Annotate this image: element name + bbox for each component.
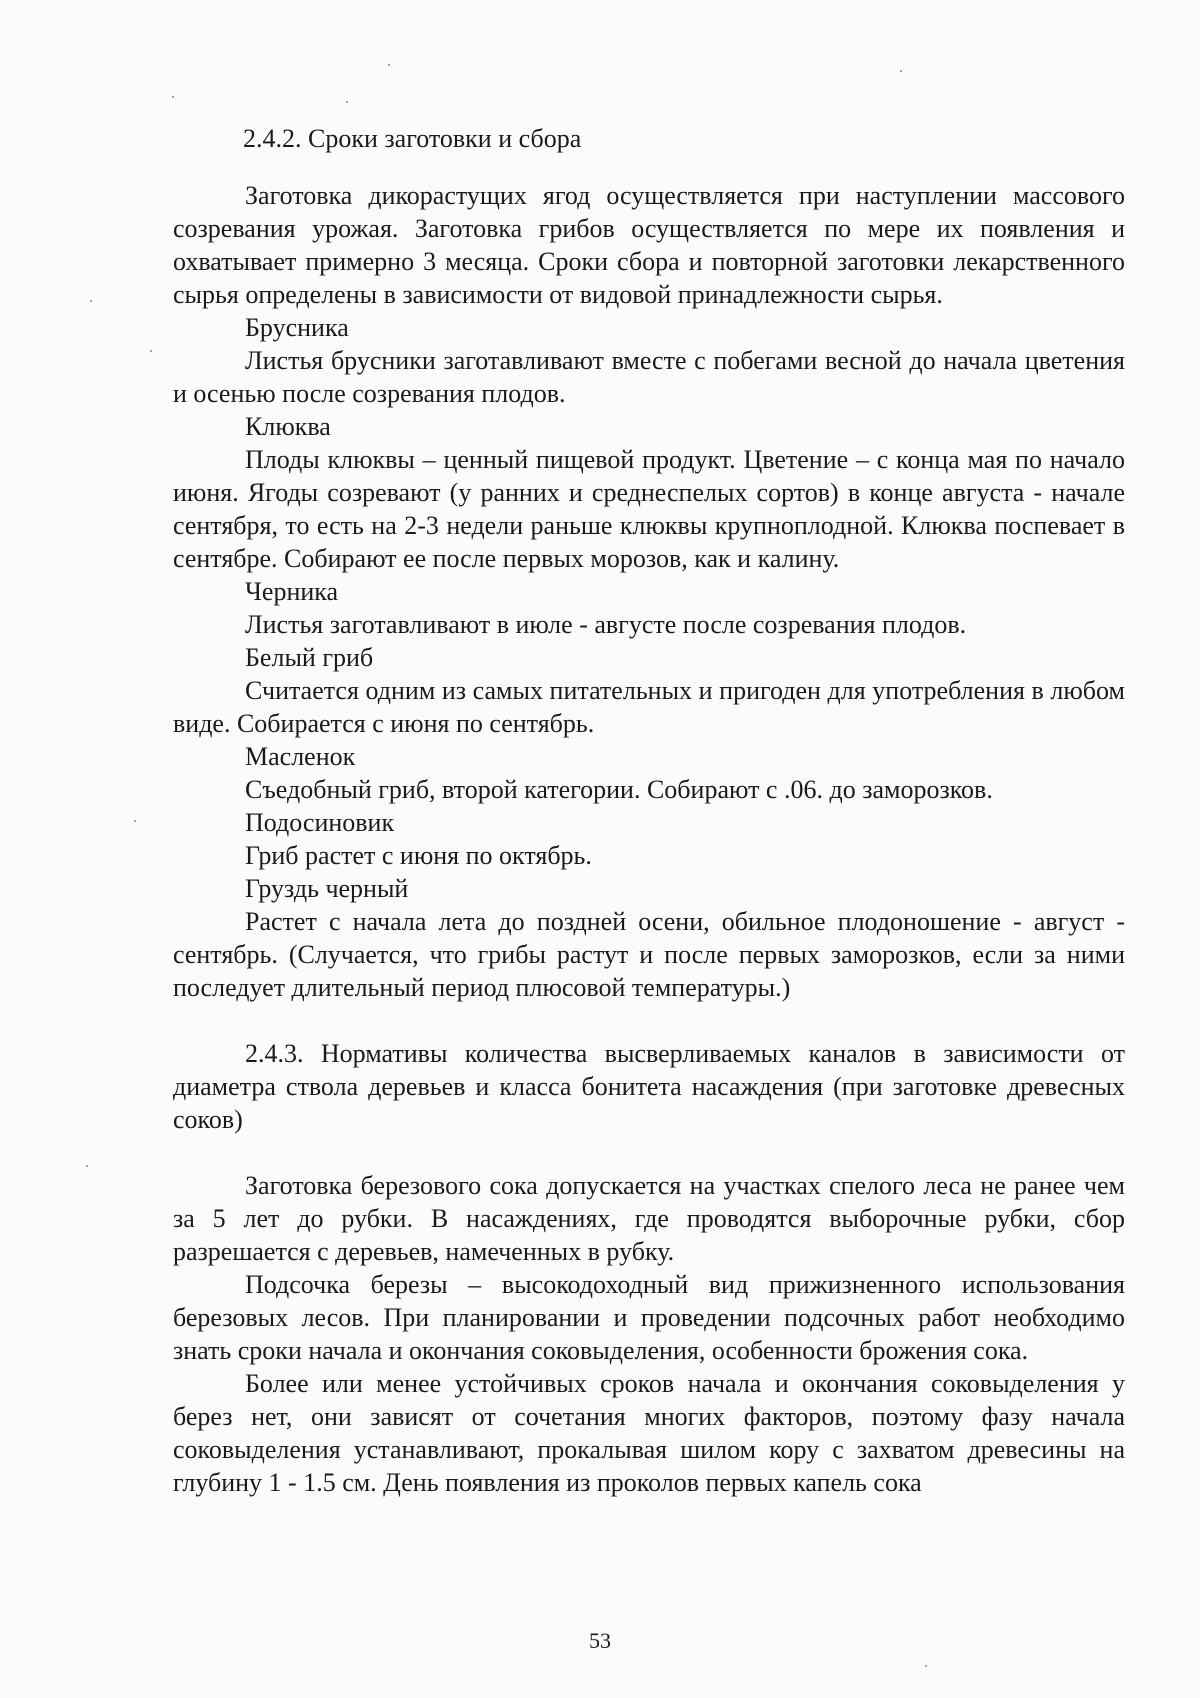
scan-speck	[90, 300, 92, 302]
item-text-podosinovik: Гриб растет с июня по октябрь.	[245, 841, 592, 870]
item-text-klyukva: Плоды клюквы – ценный пищевой продукт. Цветение – с конца мая по начало июня. Ягоды созревают (у ранних и среднеспелых сортов) в конце августа - начале сентября, то есть на 2-3 недели раньше клюквы крупноплодной. Клюква поспевает в сентябре. Собирают ее после первых морозов, как и калину.	[173, 445, 1125, 573]
scan-speck	[86, 1165, 88, 1167]
section-heading-2-4-2: 2.4.2. Сроки заготовки и сбора	[243, 124, 582, 153]
paragraph-birch-tapping: Подсочка березы – высокодоходный вид прижизненного использования березовых лесов. При планировании и проведении подсочных работ необходимо знать сроки начала и окончания соковыделения, особенности брожения сока.	[173, 1270, 1125, 1365]
item-name-podosinovik: Подосиновик	[245, 808, 395, 837]
item-name-maslenok: Масленок	[245, 742, 356, 771]
item-name-gruzd-chernyi: Груздь черный	[245, 874, 409, 903]
item-text-brusnika: Листья брусники заготавливают вместе с побегами весной до начала цветения и осенью после созревания плодов.	[173, 346, 1125, 408]
scan-speck	[172, 96, 174, 98]
item-text-maslenok: Съедобный гриб, второй категории. Собирают с .06. до заморозков.	[245, 775, 993, 804]
document-body	[173, 122, 1125, 1499]
scan-speck	[388, 64, 390, 66]
paragraph-birch-sap-harvest: Заготовка березового сока допускается на участках спелого леса не ранее чем за 5 лет до рубки. В насаждениях, где проводятся выборочные рубки, сбор разрешается с деревьев, намеченных в рубку.	[173, 1171, 1125, 1266]
intro-paragraph: Заготовка дикорастущих ягод осуществляется при наступлении массового созревания урожая. Заготовка грибов осуществляется по мере их появления и охватывает примерно 3 месяца. Сроки сбора и повторной заготовки лекарственного сырья определены в зависимости от видовой принадлежности сырья.	[173, 181, 1125, 309]
scan-speck	[900, 70, 902, 72]
item-text-belyi-grib: Считается одним из самых питательных и пригоден для употребления в любом виде. Собирается с июня по сентябрь.	[173, 676, 1125, 738]
scan-speck	[134, 820, 136, 822]
spacer	[173, 155, 1125, 179]
item-name-chernika: Черника	[245, 577, 339, 606]
spacer	[173, 1136, 1125, 1169]
section-heading-2-4-3: 2.4.3. Нормативы количества высверливаемых каналов в зависимости от диаметра ствола деревьев и класса бонитета насаждения (при заготовке древесных соков)	[173, 1039, 1125, 1134]
page-number: 53	[589, 1628, 611, 1653]
item-name-brusnika: Брусника	[245, 313, 349, 342]
item-name-klyukva: Клюква	[245, 412, 331, 441]
paragraph-sap-flow-timing: Более или менее устойчивых сроков начала и окончания соковыделения у берез нет, они зависят от сочетания многих факторов, поэтому фазу начала соковыделения устанавливают, прокалывая шилом кору с захватом древесины на глубину 1 - 1.5 см. День появления из проколов первых капель сока	[173, 1369, 1125, 1497]
scan-speck	[150, 350, 152, 352]
spacer	[173, 1004, 1125, 1037]
item-name-belyi-grib: Белый гриб	[245, 643, 374, 672]
scan-speck	[346, 101, 348, 103]
scan-speck	[925, 1665, 927, 1667]
item-text-chernika: Листья заготавливают в июле - августе после созревания плодов.	[245, 610, 967, 639]
item-text-gruzd-chernyi: Растет с начала лета до поздней осени, обильное плодоношение - август - сентябрь. (Случается, что грибы растут и после первых заморозков, если за ними последует длительный период плюсовой температуры.)	[173, 907, 1125, 1002]
